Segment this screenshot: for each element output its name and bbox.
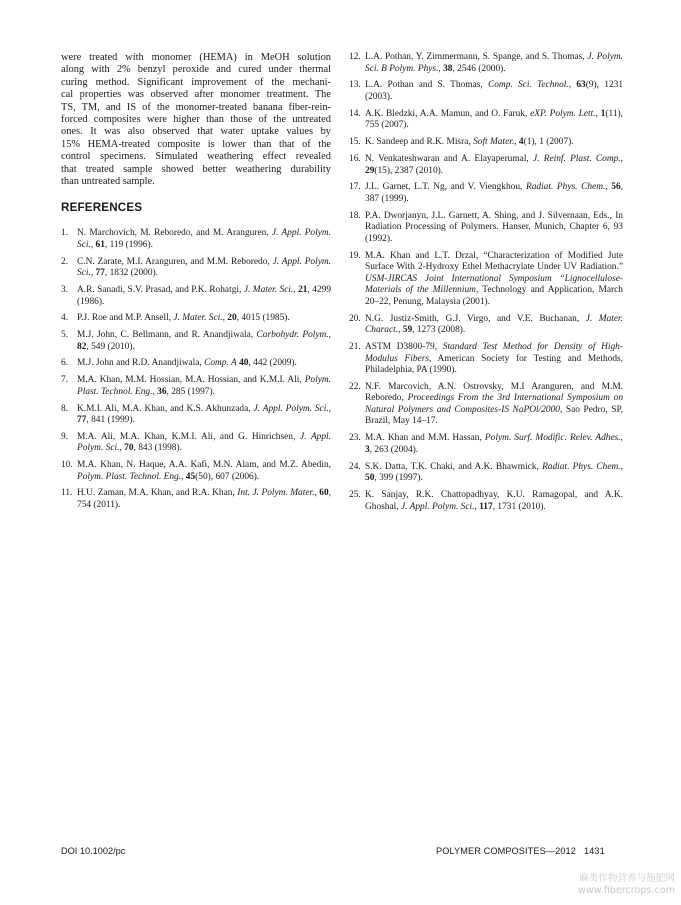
reference-item [61, 404, 331, 427]
watermark-url: www.fibercrops.com [578, 885, 675, 896]
reference-item [61, 488, 331, 511]
reference-item [349, 382, 623, 428]
reference-text: M.A. Khan, N. Haque, A.A. Kafi, M.N. Alam, and M.Z. Abedin, Polym. Plast. Technol. Eng., 45(50), 607 (2006). [77, 460, 331, 482]
reference-text: M.A. Ali, M.A. Khan, K.M.I. Ali, and G. Hinrichsen, J. Appl. Polym. Sci., 70, 843 (1998). [77, 431, 331, 454]
reference-item [349, 462, 623, 485]
reference-number: 22. [349, 381, 361, 392]
reference-number: 13. [349, 80, 361, 91]
reference-text: L.A. Pothan and S. Thomas, Comp. Sci. Technol., 63(9), 1231 (2003). [365, 80, 624, 102]
reference-text: P.J. Roe and M.P. Ansell, J. Mater. Sci., 20, 4015 (1985). [77, 313, 290, 324]
reference-number: 9. [61, 431, 69, 442]
reference-text: A.K. Bledzki, A.A. Mamun, and O. Faruk, eXP. Polym. Lett., 1(11), 755 (2007). [365, 108, 623, 131]
body-line: 15% HEMA-treated composite is lower than that of the [61, 138, 331, 150]
reference-item [349, 154, 623, 177]
reference-text: M.A. Khan, M.M. Hossian, M.A. Hossian, and K.M.I. Ali, Polym. Plast. Technol. Eng., 36, 285 (1997). [77, 375, 331, 397]
reference-number: 18. [349, 210, 361, 221]
reference-item [61, 228, 331, 251]
reference-item [61, 432, 331, 455]
reference-text: N.G. Justiz-Smith, G.J. Virgo, and V.E. Buchanan, J. Mater. Charact., 59, 1273 (2008). [365, 313, 623, 336]
reference-text: K. Sandeep and R.K. Misra, Soft Mater., 4(1), 1 (2007). [365, 137, 574, 148]
reference-item [61, 330, 331, 353]
reference-number: 7. [61, 375, 69, 386]
reference-item [61, 375, 331, 398]
journal-page-footer [436, 846, 605, 856]
body-line: cal properties was observed after monomer treatment. The [61, 89, 331, 101]
reference-number: 21. [349, 342, 361, 353]
reference-item [349, 137, 623, 149]
reference-item [61, 358, 331, 370]
reference-item [349, 251, 623, 309]
body-paragraph [61, 52, 331, 188]
reference-text: S.K. Datta, T.K. Chaki, and A.K. Bhawmick, Radiat. Phys. Chem., 50, 399 (1997). [365, 461, 623, 484]
reference-text: H.U. Zaman, M.A. Khan, and R.A. Khan, Int. J. Polym. Mater., 60, 754 (2011). [77, 488, 332, 510]
reference-text: N. Marchovich, M. Reboredo, and M. Aranguren, J. Appl. Polym. Sci., 61, 119 (1996). [77, 228, 331, 250]
reference-text: P.A. Dworjanyn, J.L. Garnett, A. Shing, and J. Silvernaan, Eds., In Radiation Processing of Polymers. Hanser, Munich, Chapter 6, 93 (1992). [365, 210, 623, 244]
reference-number: 4. [61, 313, 69, 324]
reference-number: 24. [349, 461, 361, 472]
body-line: forced composites were higher than those of the untreated [61, 114, 331, 126]
body-line: that treated sample showed better weathering durability [61, 163, 331, 175]
doi-footer: DOI 10.1002/pc [61, 846, 126, 856]
body-line: were treated with monomer (HEMA) in MeOH solution [61, 52, 331, 63]
reference-number: 14. [349, 108, 361, 119]
reference-item [349, 182, 623, 205]
reference-number: 23. [349, 433, 361, 444]
reference-item [349, 314, 623, 337]
reference-number: 20. [349, 313, 361, 324]
body-line: control specimens. Simulated weathering effect revealed [61, 151, 331, 163]
reference-text: N. Venkateshwaran and A. Elayaperumal, J. Reinf. Plast. Comp., 29(15), 2387 (2010). [365, 154, 623, 176]
reference-list-right [349, 52, 623, 513]
reference-number: 10. [61, 460, 73, 471]
reference-item [349, 80, 623, 103]
reference-number: 2. [61, 256, 69, 267]
reference-number: 15. [349, 137, 361, 148]
reference-item [349, 52, 623, 75]
body-line: along with 2% benzyl peroxide and cured under thermal [61, 64, 331, 76]
reference-text: N.F. Marcovich, A.N. Ostrovsky, M.I Aranguren, and M.M. Reboredo, Proceedings From the 3rd International Symposium on Natural Polymers and Composites-IS NaPOl/2000, Sao Pedro, SP, Brazil, May 14–17. [365, 381, 624, 427]
reference-text: M.A. Khan and M.M. Hassan, Polym. Surf. Modific. Relev. Adhes., 3, 263 (2004). [365, 433, 623, 455]
reference-item [349, 342, 623, 377]
reference-item [61, 285, 331, 308]
reference-number: 8. [61, 403, 69, 414]
reference-item [349, 211, 623, 246]
right-column [349, 52, 623, 518]
reference-text: M.A. Khan and L.T. Drzal, “Characterization of Modified Jute Surface With 2-Hydroxy Ethel Methacrylate Under UV Radiation.” USM-JIRCAS Joint International Symposium “Lignocellulose-Materials of the Millennium, Technology and Application, March 20–22, Penung, Malaysia (2001). [365, 250, 623, 307]
reference-item [61, 313, 331, 325]
reference-item [61, 257, 331, 280]
journal-page-text: POLYMER COMPOSITES—2012 1431 [436, 846, 605, 856]
body-line: than untreated sample. [61, 176, 155, 188]
reference-text: A.R. Sanadi, S.V. Prasad, and P.K. Rohatgi, J. Mater. Sci., 21, 4299 (1986). [77, 285, 332, 307]
body-line: TS, TM, and IS of the monomer-treated banana fiber-rein- [61, 101, 331, 113]
reference-number: 25. [349, 490, 361, 501]
reference-number: 6. [61, 358, 69, 369]
reference-number: 16. [349, 154, 361, 165]
reference-item [349, 433, 623, 456]
reference-text: C.N. Zarate, M.I. Aranguren, and M.M. Reboredo, J. Appl. Polym. Sci., 77, 1832 (2000). [77, 256, 331, 279]
watermark [578, 873, 675, 897]
reference-text: J.L. Garnet, L.T. Ng, and V. Viengkhou, Radiat. Phys. Chem., 56, 387 (1999). [365, 182, 623, 204]
reference-item [349, 490, 623, 513]
reference-text: K.M.I. Ali, M.A. Khan, and K.S. Akhunzada, J. Appl. Polym. Sci., 77, 841 (1999). [77, 403, 332, 426]
reference-item [61, 460, 331, 483]
reference-number: 5. [61, 330, 69, 341]
reference-number: 12. [349, 52, 361, 62]
watermark-line: 麻类作物营养与施肥网 [579, 873, 675, 884]
reference-number: 3. [61, 285, 69, 296]
reference-list-left [61, 228, 331, 511]
left-column [61, 52, 331, 517]
reference-text: M.J. John and R.D. Anandjiwala, Comp. A 40, 442 (2009). [77, 358, 297, 369]
reference-number: 17. [349, 182, 361, 193]
body-line: curing method. Significant improvement of the mechani- [61, 76, 331, 88]
reference-text: K. Sanjay, R.K. Chattopadhyay, K.U. Ramagopal, and A.K. Ghoshal, J. Appl. Polym. Sci., 117, 1731 (2010). [365, 490, 623, 512]
reference-text: ASTM D3800-79, Standard Test Method for Density of High-Modulus Fibers, American Society for Testing and Methods, Philadelphia, PA (1990). [365, 342, 624, 376]
reference-number: 1. [61, 228, 69, 239]
reference-text: L.A. Pothan, Y. Zimmermann, S. Spange, and S. Thomas, J. Polym. Sci. B Polym. Phys., 38, 2546 (2000). [365, 52, 623, 74]
reference-number: 11. [61, 488, 73, 499]
reference-item [349, 109, 623, 132]
body-line: ones. It was also observed that water uptake values by [61, 126, 331, 138]
reference-text: M.J. John, C. Bellmann, and R. Anandjiwala, Carbohydr. Polym., 82, 549 (2010). [77, 330, 332, 352]
references-heading: REFERENCES [61, 201, 143, 215]
reference-number: 19. [349, 250, 361, 261]
